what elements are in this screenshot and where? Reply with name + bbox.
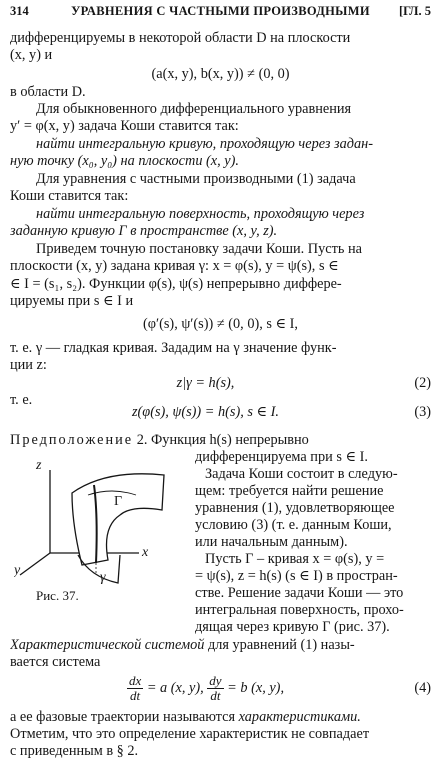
equation-4-rhs2: = b (x, y), (223, 680, 285, 696)
text-line: плоскости (x, y) задана кривая γ: x = φ(s), y = ψ(s), s ∈ (10, 258, 339, 274)
equation-4-rhs1: = a (x, y), (143, 680, 208, 696)
running-header (10, 4, 431, 20)
figure-37 (14, 455, 194, 630)
integral-surface (72, 474, 164, 565)
text-line: ции z: (10, 357, 47, 373)
text-line: или начальным данным). (195, 534, 348, 550)
text-line: уравнения (1), удовлетворяющее (195, 500, 395, 516)
formula-nonzero-derivatives: (φ′(s), ψ′(s)) ≠ (0, 0), s ∈ I, (142, 316, 299, 332)
text-line: найти интегральную кривую, проходящую через задан- (36, 136, 373, 152)
denominator: dt (130, 688, 141, 704)
text-line: с приведенным в § 2. (10, 743, 139, 759)
text-line: Коши ставится так: (10, 188, 129, 204)
equation-4-body (10, 671, 401, 705)
text-line (10, 709, 431, 726)
text-span: а ее фазовые траектории называются (10, 709, 239, 725)
label-y: y (14, 563, 21, 578)
label-Gamma: Γ (114, 494, 123, 509)
fraction-dx-dt (127, 674, 143, 703)
assumption-text: 2. Функция h(s) непрерывно (133, 432, 309, 448)
text-line: y′ = φ(x, y) задача Коши ставится так: (10, 118, 239, 134)
equation-3-number: (3) (414, 404, 431, 420)
page-number: 314 (10, 4, 29, 18)
text-line: (x, y) и (10, 47, 53, 63)
text-line: Задача Коши состоит в следую- (205, 466, 398, 482)
y-axis (20, 553, 50, 575)
equation-4 (10, 671, 431, 705)
formula-nonzero-coeffs: (a(x, y), b(x, y)) ≠ (0, 0) (151, 66, 290, 82)
numerator: dy (209, 673, 222, 689)
assumption-heading: Предположение (10, 432, 134, 448)
emphasis-term: Характеристической системой (10, 637, 205, 653)
text-line: в области D. (10, 84, 86, 100)
label-gamma: γ (100, 570, 106, 585)
text-line: т. е. γ — гладкая кривая. Зададим на γ значение функ- (10, 340, 337, 356)
text-line: Приведем точную постановку задачи Коши. Пусть на (36, 241, 362, 257)
text-line: дифференцируемы в некоторой области D на плоскости (10, 30, 351, 46)
text-line: Отметим, что это определение характеристик не совпадает (10, 726, 370, 742)
text-line: ную точку (x₀, y₀) на плоскости (x, y). (10, 153, 239, 169)
numerator: dx (128, 673, 142, 689)
text-line: Для уравнения с частными производными (1) задача (36, 171, 356, 187)
fraction-dy-dt (207, 674, 223, 703)
assumption-line (10, 432, 431, 449)
text-line: заданную кривую Γ в пространстве (x, y, z). (10, 223, 278, 239)
denominator: dt (210, 688, 221, 704)
text-line: ∈ I = (s₁, s₂). Функции φ(s), ψ(s) непрерывно диффере- (10, 276, 342, 292)
text-line: вается система (10, 654, 101, 670)
text-line: цируемы при s ∈ I и (10, 293, 134, 309)
equation-2-number: (2) (414, 375, 431, 391)
text-line: дящая через кривую Γ (рис. 37). (195, 619, 390, 635)
text-line: т. е. (10, 392, 33, 408)
running-title: УРАВНЕНИЯ С ЧАСТНЫМИ ПРОИЗВОДНЫМИ (71, 4, 370, 18)
equation-3-body: z(φ(s), ψ(s)) = h(s), s ∈ I. (131, 404, 279, 420)
label-x: x (142, 545, 149, 560)
text-line: дифференцируема при s ∈ I. (195, 449, 368, 465)
text-line: найти интегральную поверхность, проходящую через (36, 206, 365, 222)
text-line (10, 637, 431, 654)
text-line: Пусть Γ – кривая x = φ(s), y = (205, 551, 385, 567)
text-line: стве. Решение задачи Коши — это (195, 585, 404, 601)
text-line: интегральная поверхность, прохо- (195, 602, 404, 618)
figure-caption: Рис. 37. (36, 588, 79, 603)
emphasis-term: характеристиками. (238, 709, 361, 725)
text-line: щем: требуется найти решение (195, 483, 384, 499)
chapter-label: [ГЛ. 5 (398, 4, 431, 18)
text-line: условию (3) (т. е. данным Коши, (195, 517, 392, 533)
text-line: = ψ(s), z = h(s) (s ∈ I) в простран- (195, 568, 398, 584)
label-z: z (36, 458, 42, 473)
text-span: для уравнений (1) назы- (204, 637, 355, 653)
text-line: Для обыкновенного дифференциального уравнения (36, 101, 352, 117)
equation-4-number: (4) (414, 680, 431, 696)
equation-2-body: z|γ = h(s), (176, 375, 235, 391)
